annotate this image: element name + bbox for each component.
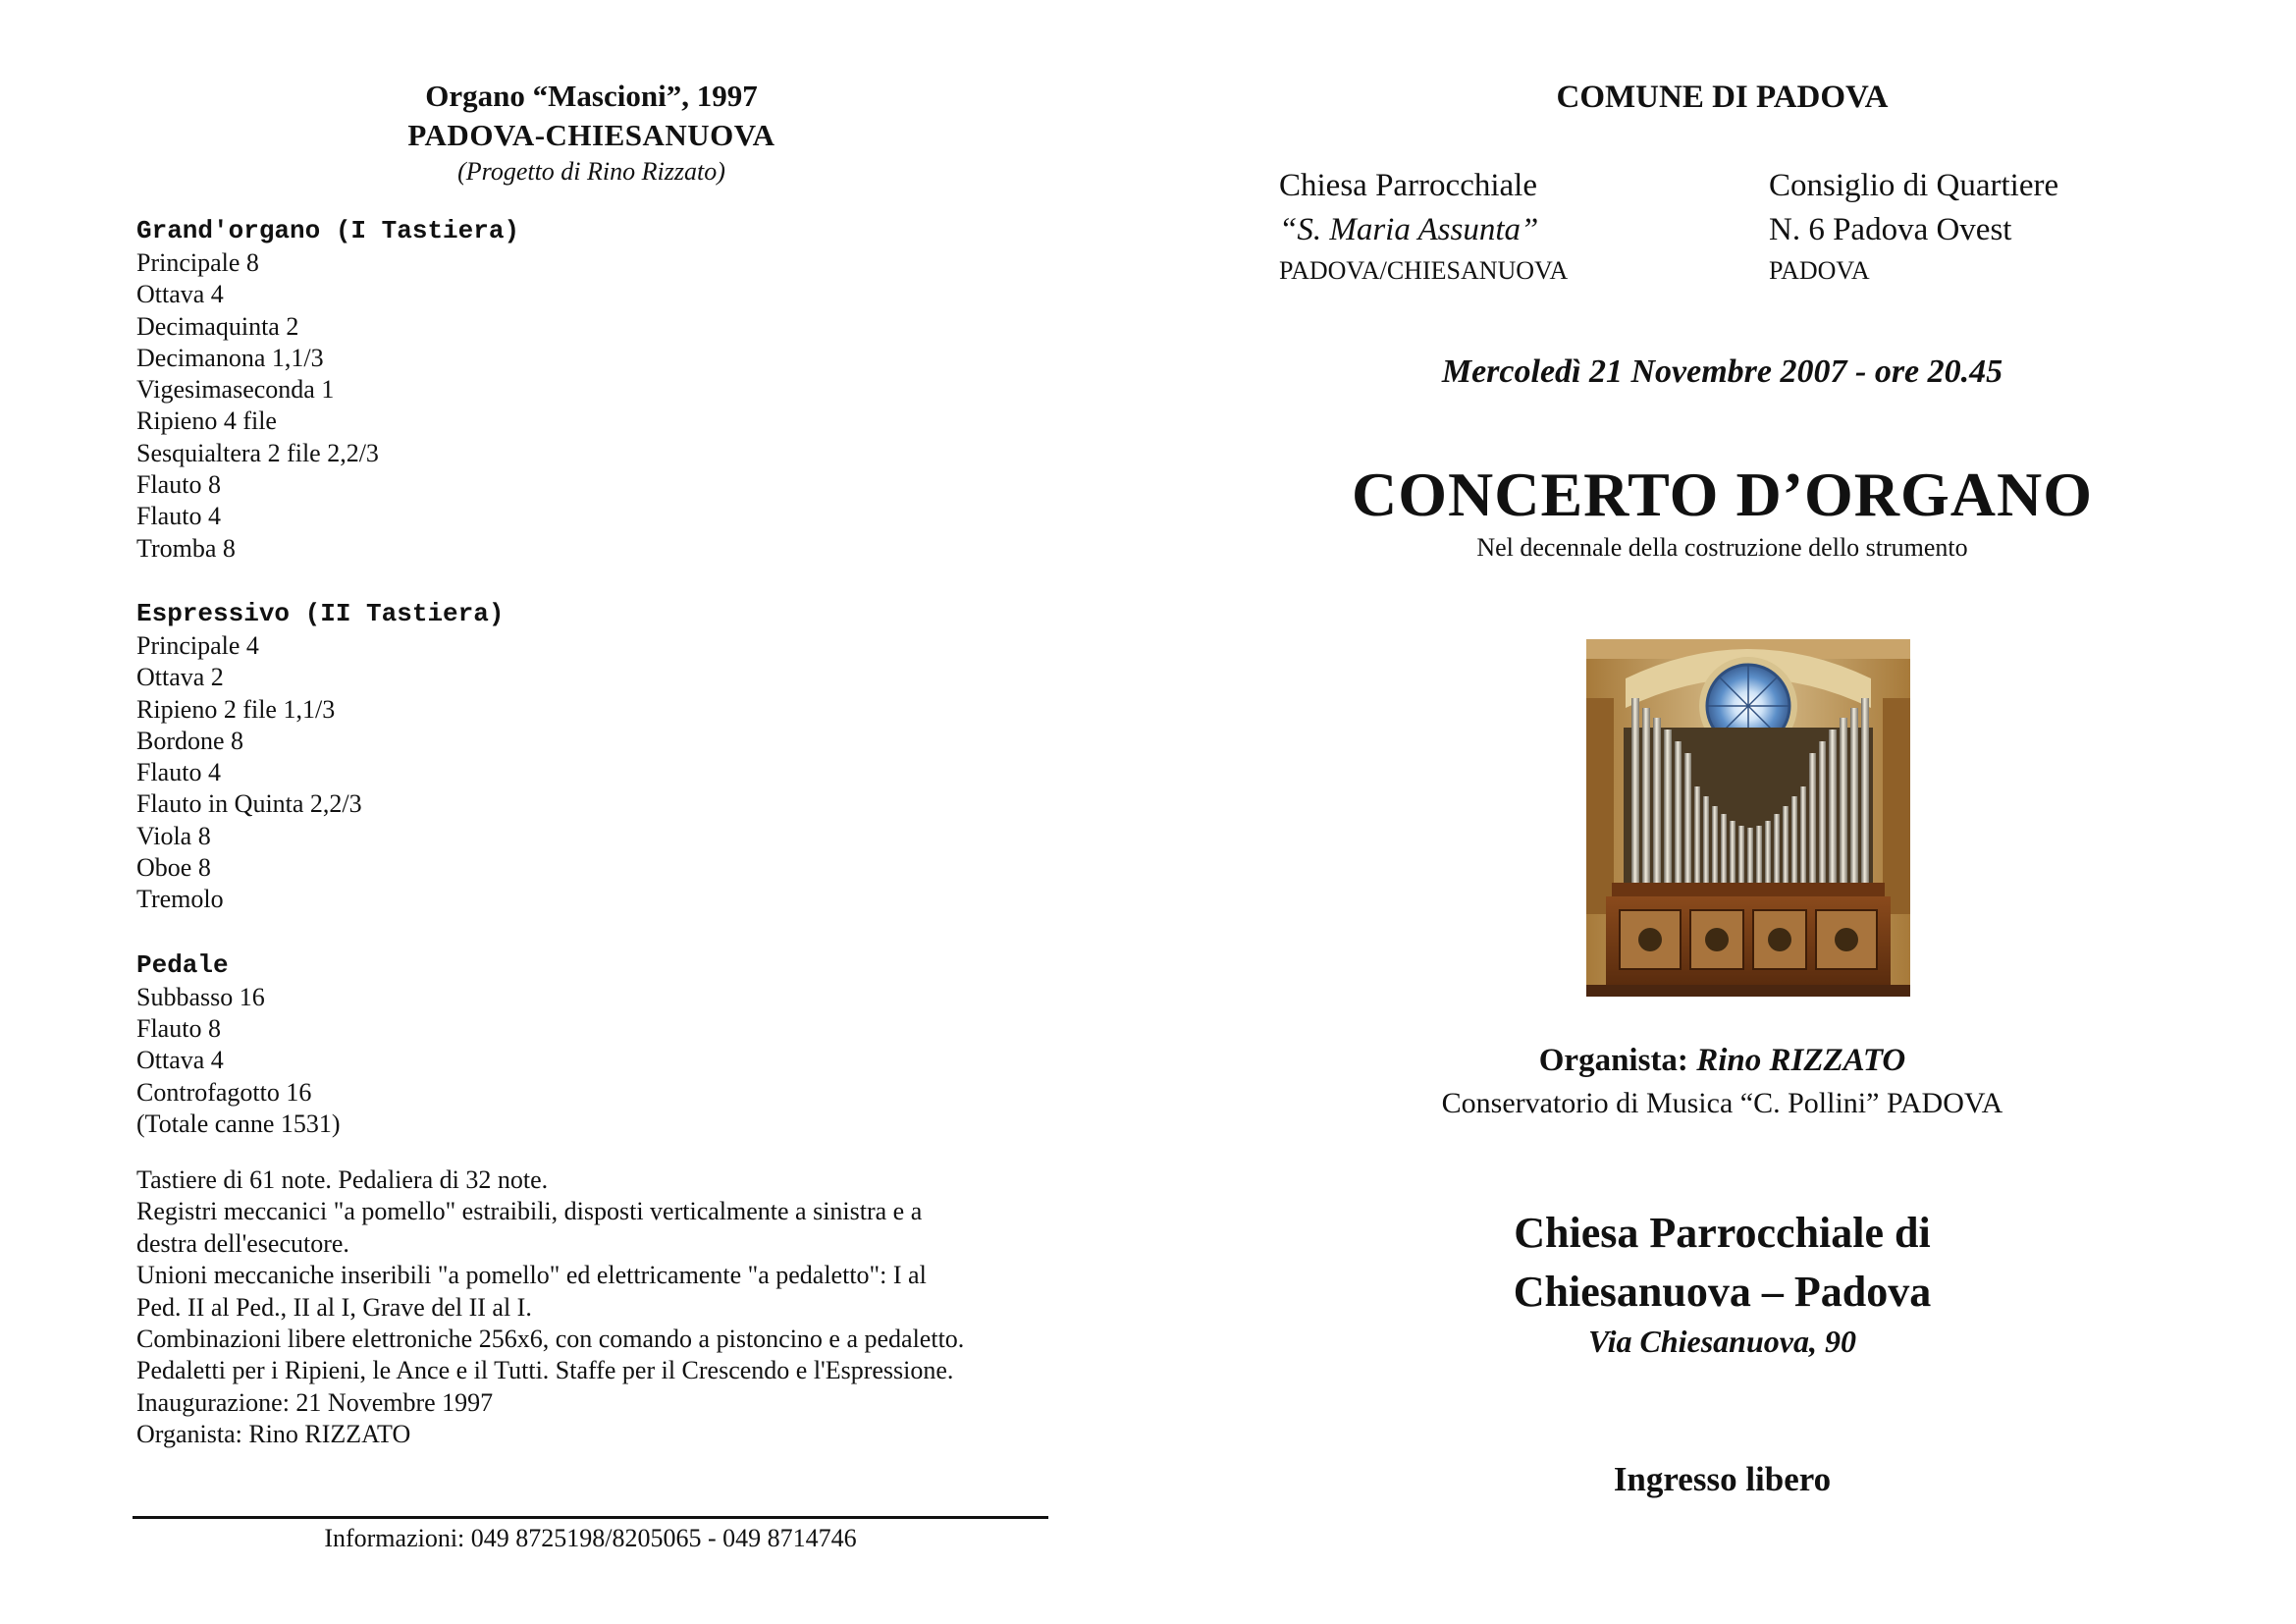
stop-item: Sesquialtera 2 file 2,2/3: [136, 438, 379, 467]
divider: [133, 1516, 1048, 1519]
section-espressivo: [136, 597, 1079, 916]
organizer-city: PADOVA: [1769, 256, 1870, 285]
stop-list: [136, 247, 1079, 565]
stop-item: Controfagotto 16: [136, 1077, 312, 1107]
organ-place: PADOVA-CHIESANUOVA: [407, 118, 775, 152]
organ-header: [294, 77, 888, 189]
stop-item: Flauto 8: [136, 470, 221, 500]
organ-project: (Progetto di Rino Rizzato): [457, 157, 725, 186]
organist-name: Rino RIZZATO: [1696, 1043, 1906, 1078]
stop-item: Flauto in Quinta 2,2/3: [136, 789, 362, 819]
stop-item: Oboe 8: [136, 853, 211, 883]
organ-title: Organo “Mascioni”, 1997: [425, 79, 758, 113]
stop-item: (Totale canne 1531): [136, 1109, 341, 1138]
stop-item: Flauto 4: [136, 758, 221, 787]
stop-item: Principale 8: [136, 248, 259, 277]
note-line: Pedaletti per i Ripieni, le Ance e il Tutti. Staffe per il Crescendo e l'Espressione.: [136, 1356, 954, 1385]
venue: [1148, 1204, 2296, 1322]
stop-item: Decimaquinta 2: [136, 311, 299, 341]
organizer-church: [1279, 164, 1568, 290]
entry-free: Ingresso libero: [1613, 1460, 1832, 1498]
organist-line: [1148, 1039, 2296, 1082]
note-line: Tastiere di 61 note. Pedaliera di 32 note.: [136, 1165, 549, 1194]
organizer-sub: N. 6 Padova Ovest: [1769, 212, 2012, 247]
stop-item: Decimanona 1,1/3: [136, 343, 324, 372]
note-line: Combinazioni libere elettroniche 256x6, con comando a pistoncino e a pedaletto.: [136, 1325, 965, 1354]
stop-item: Vigesimaseconda 1: [136, 375, 335, 405]
concert-title: CONCERTO D’ORGANO: [1352, 460, 2093, 529]
note-line: Inaugurazione: 21 Novembre 1997: [136, 1387, 494, 1417]
stop-item: Ottava 2: [136, 663, 224, 692]
stop-item: Flauto 4: [136, 502, 221, 531]
note-line: Organista: Rino RIZZATO: [136, 1420, 411, 1449]
stop-item: Ottava 4: [136, 280, 224, 309]
note-line: Registri meccanici "a pomello" estraibili, disposti verticalmente a sinistra e a: [136, 1197, 923, 1226]
organ-photo: [1586, 639, 1910, 997]
stop-item: Subbasso 16: [136, 982, 265, 1011]
section-title: Espressivo (II Tastiera): [136, 598, 505, 628]
organizer-name: Chiesa Parrocchiale: [1279, 168, 1537, 203]
stop-item: Flauto 8: [136, 1013, 221, 1043]
stop-item: Bordone 8: [136, 726, 244, 755]
concert-date: Mercoledì 21 Novembre 2007 - ore 20.45: [1441, 353, 2003, 390]
organ-notes: [136, 1164, 1079, 1451]
right-page: [1148, 0, 2296, 1624]
note-line: destra dell'esecutore.: [136, 1228, 349, 1258]
organizer-city: PADOVA/CHIESANUOVA: [1279, 256, 1569, 285]
stop-item: Tromba 8: [136, 533, 236, 563]
organizer-council: [1769, 164, 2058, 290]
section-title: Grand'organo (I Tastiera): [136, 216, 520, 245]
stop-item: Viola 8: [136, 821, 211, 850]
note-line: Ped. II al Ped., II al I, Grave del II al I.: [136, 1292, 532, 1322]
organizer-sub: “S. Maria Assunta”: [1279, 212, 1539, 247]
stop-item: Tremolo: [136, 885, 224, 914]
stop-list: [136, 630, 1079, 916]
section-pedale: [136, 948, 1079, 1140]
info-phone: Informazioni: 049 8725198/8205065 - 049 8714746: [324, 1524, 857, 1552]
venue-line: Chiesanuova – Padova: [1513, 1268, 1932, 1316]
organizer-name: Consiglio di Quartiere: [1769, 168, 2059, 203]
stop-item: Ottava 4: [136, 1046, 224, 1075]
conservatory: Conservatorio di Musica “C. Pollini” PADOVA: [1441, 1087, 2003, 1119]
venue-line: Chiesa Parrocchiale di: [1514, 1209, 1931, 1257]
stop-item: Ripieno 2 file 1,1/3: [136, 694, 336, 724]
stop-list: [136, 982, 1079, 1140]
concert-subtitle: Nel decennale della costruzione dello strumento: [1476, 533, 1968, 562]
stop-item: Principale 4: [136, 630, 259, 660]
section-title: Pedale: [136, 949, 229, 980]
section-grand-organo: [136, 214, 1079, 565]
stop-list-container: [136, 214, 1079, 1172]
venue-address: Via Chiesanuova, 90: [1588, 1324, 1856, 1359]
comune-heading: COMUNE DI PADOVA: [1556, 80, 1889, 115]
note-line: Unioni meccaniche inseribili "a pomello" ed elettricamente "a pedaletto": I al: [136, 1261, 927, 1290]
organist-label: Organista:: [1538, 1043, 1688, 1078]
stop-item: Ripieno 4 file: [136, 406, 277, 436]
